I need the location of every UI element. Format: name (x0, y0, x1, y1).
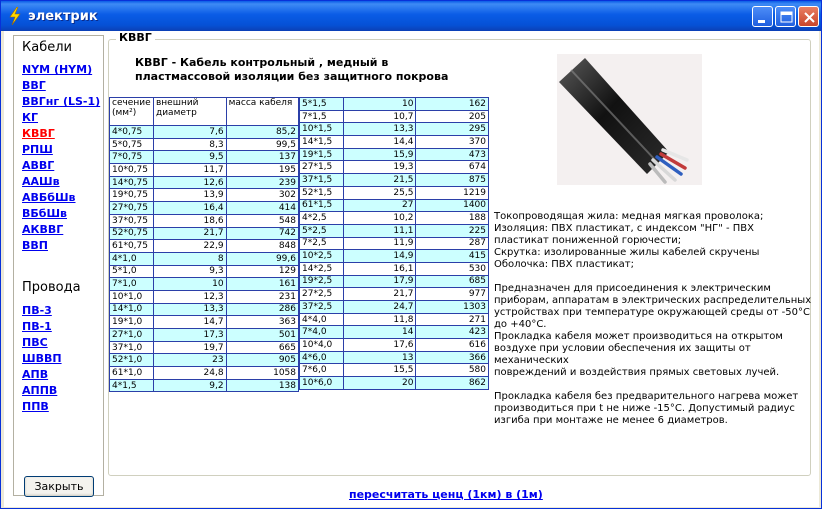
cell-section: 7*2,5 (300, 237, 344, 250)
cell-section: 19*2,5 (300, 275, 344, 288)
table-row (110, 379, 299, 392)
cell-section: 14*2,5 (300, 262, 344, 275)
table-row (300, 186, 489, 199)
table-row (110, 176, 299, 189)
nav-link-apv[interactable]: АПВ (22, 368, 49, 381)
nav-link-ppv[interactable]: ППВ (22, 400, 49, 413)
table-row (110, 138, 299, 151)
cell-mass: 1219 (416, 186, 489, 199)
nav-link-vvgng[interactable]: ВВГнг (LS-1) (22, 95, 101, 108)
table-row (300, 250, 489, 263)
table-row (300, 136, 489, 149)
table-row (300, 351, 489, 364)
maximize-button[interactable] (775, 6, 796, 27)
cell-section: 52*0,75 (110, 227, 154, 240)
nav-link-vvp[interactable]: ВВП (22, 239, 48, 252)
table-row (300, 377, 489, 390)
cell-mass: 1303 (416, 301, 489, 314)
cell-mass: 848 (226, 240, 298, 253)
cell-diameter: 14,7 (153, 316, 226, 329)
table-row (300, 313, 489, 326)
cell-diameter: 25,5 (343, 186, 416, 199)
cell-diameter: 7,6 (153, 126, 226, 139)
cell-mass: 85,2 (226, 126, 298, 139)
cell-diameter: 27 (343, 199, 416, 212)
cell-diameter: 23 (153, 354, 226, 367)
cell-diameter: 17,9 (343, 275, 416, 288)
cell-section: 7*4,0 (300, 326, 344, 339)
table-row (110, 290, 299, 303)
cell-diameter: 19,7 (153, 341, 226, 354)
lightning-icon (7, 7, 23, 25)
cell-diameter: 14 (343, 326, 416, 339)
cell-diameter: 21,7 (153, 227, 226, 240)
window-title: электрик (28, 9, 98, 24)
table-row (300, 364, 489, 377)
spec-table-right (299, 97, 489, 390)
title-bar[interactable] (1, 1, 821, 31)
table-row (300, 288, 489, 301)
table-row (300, 262, 489, 275)
nav-link-shvvp[interactable]: ШВВП (22, 352, 62, 365)
table-row (110, 252, 299, 265)
cell-mass: 137 (226, 151, 298, 164)
cell-mass: 271 (416, 313, 489, 326)
cell-mass: 286 (226, 303, 298, 316)
table-row (110, 189, 299, 202)
cell-diameter: 11,7 (153, 164, 226, 177)
table-row (300, 161, 489, 174)
cell-section: 37*1,0 (110, 341, 154, 354)
col-header-diameter: внешний диаметр (153, 98, 226, 126)
cell-diameter: 21,5 (343, 174, 416, 187)
cell-diameter: 13 (343, 351, 416, 364)
nav-link-aashv[interactable]: ААШв (22, 175, 60, 188)
cell-section: 27*0,75 (110, 202, 154, 215)
cell-diameter: 24,7 (343, 301, 416, 314)
cell-section: 4*0,75 (110, 126, 154, 139)
nav-link-kg[interactable]: КГ (22, 111, 39, 124)
cell-section: 4*4,0 (300, 313, 344, 326)
nav-link-appv[interactable]: АППВ (22, 384, 58, 397)
cell-diameter: 16,1 (343, 262, 416, 275)
cell-mass: 205 (416, 110, 489, 123)
cell-section: 61*1,5 (300, 199, 344, 212)
table-row (110, 240, 299, 253)
cell-diameter: 24,8 (153, 367, 226, 380)
table-row (110, 164, 299, 177)
cell-diameter: 10 (153, 278, 226, 291)
groupbox-label: КВВГ (116, 31, 155, 44)
cell-section: 19*1,5 (300, 148, 344, 161)
cell-section: 52*1,0 (110, 354, 154, 367)
nav-link-pvs[interactable]: ПВС (22, 336, 48, 349)
cell-diameter: 13,3 (343, 123, 416, 136)
cell-mass: 473 (416, 148, 489, 161)
cell-section: 10*4,0 (300, 339, 344, 352)
cell-mass: 363 (226, 316, 298, 329)
cell-diameter: 17,3 (153, 329, 226, 342)
cell-section: 10*2,5 (300, 250, 344, 263)
table-row (300, 174, 489, 187)
table-row (110, 265, 299, 278)
table-row (110, 151, 299, 164)
cell-section: 5*1,5 (300, 98, 344, 111)
cell-section: 7*1,0 (110, 278, 154, 291)
cell-diameter: 15,9 (343, 148, 416, 161)
cell-section: 4*1,5 (110, 379, 154, 392)
cell-section: 7*0,75 (110, 151, 154, 164)
cell-section: 7*1,5 (300, 110, 344, 123)
cell-mass: 129 (226, 265, 298, 278)
cell-section: 19*0,75 (110, 189, 154, 202)
cell-section: 61*1,0 (110, 367, 154, 380)
table-row (110, 202, 299, 215)
table-row (300, 275, 489, 288)
table-row (300, 123, 489, 136)
close-window-button[interactable] (798, 6, 819, 27)
cell-diameter: 19,3 (343, 161, 416, 174)
cell-mass: 239 (226, 176, 298, 189)
col-header-section: сечение (мм²) (110, 98, 154, 126)
table-row (110, 354, 299, 367)
cell-section: 14*0,75 (110, 176, 154, 189)
cell-mass: 295 (416, 123, 489, 136)
cell-mass: 875 (416, 174, 489, 187)
nav-link-pv1[interactable]: ПВ-1 (22, 320, 52, 333)
cell-section: 61*0,75 (110, 240, 154, 253)
cell-diameter: 12,6 (153, 176, 226, 189)
cell-mass: 370 (416, 136, 489, 149)
table-row (300, 110, 489, 123)
left-nav (13, 35, 104, 496)
table-row (110, 367, 299, 380)
cell-section: 5*1,0 (110, 265, 154, 278)
cell-mass: 674 (416, 161, 489, 174)
cell-mass: 548 (226, 214, 298, 227)
nav-link-avbbshv[interactable]: АВБбШв (22, 191, 76, 204)
cell-diameter: 17,6 (343, 339, 416, 352)
minimize-icon (753, 7, 774, 28)
cell-diameter: 8 (153, 252, 226, 265)
table-row (300, 148, 489, 161)
cell-section: 27*1,5 (300, 161, 344, 174)
cell-mass: 665 (226, 341, 298, 354)
table-row (300, 199, 489, 212)
cell-section: 4*2,5 (300, 212, 344, 225)
table-row (110, 329, 299, 342)
cell-mass: 905 (226, 354, 298, 367)
client-area (4, 31, 819, 507)
cables-heading: Кабели (22, 40, 72, 55)
table-row (300, 237, 489, 250)
cell-section: 37*1,5 (300, 174, 344, 187)
nav-link-vvg[interactable]: ВВГ (22, 79, 46, 92)
cell-diameter: 14,9 (343, 250, 416, 263)
cell-diameter: 9,2 (153, 379, 226, 392)
cell-mass: 580 (416, 364, 489, 377)
cell-diameter: 20 (343, 377, 416, 390)
recalc-price-link[interactable]: пересчитать ценц (1км) в (1м) (349, 488, 543, 501)
cell-mass: 414 (226, 202, 298, 215)
cell-mass: 366 (416, 351, 489, 364)
table-row (300, 98, 489, 111)
cell-mass: 423 (416, 326, 489, 339)
table-row (300, 212, 489, 225)
table-row (110, 214, 299, 227)
cell-mass: 530 (416, 262, 489, 275)
cell-diameter: 10,7 (343, 110, 416, 123)
close-button[interactable]: Закрыть (24, 476, 94, 497)
cell-diameter: 11,1 (343, 224, 416, 237)
cell-mass: 188 (416, 212, 489, 225)
cell-section: 10*0,75 (110, 164, 154, 177)
cell-mass: 862 (416, 377, 489, 390)
nav-link-avvg[interactable]: АВВГ (22, 159, 55, 172)
cell-mass: 1400 (416, 199, 489, 212)
nav-link-vbbshv[interactable]: ВБбШв (22, 207, 67, 220)
cell-diameter: 13,9 (153, 189, 226, 202)
table-row (300, 339, 489, 352)
cell-mass: 161 (226, 278, 298, 291)
cell-mass: 1058 (226, 367, 298, 380)
cable-heading: КВВГ - Кабель контрольный , медный в пластмассовой изоляции без защитного покрова (135, 56, 449, 83)
table-row (300, 224, 489, 237)
cell-mass: 225 (416, 224, 489, 237)
cell-diameter: 18,6 (153, 214, 226, 227)
table-row (110, 341, 299, 354)
cable-photo (557, 54, 702, 185)
nav-link-nym[interactable]: NYM (HYM) (22, 63, 93, 76)
table-row (110, 303, 299, 316)
cell-section: 14*1,5 (300, 136, 344, 149)
cell-section: 10*1,0 (110, 290, 154, 303)
cell-diameter: 11,8 (343, 313, 416, 326)
table-row (110, 126, 299, 139)
minimize-button[interactable] (752, 6, 773, 27)
cell-section: 10*6,0 (300, 377, 344, 390)
nav-link-akvvg[interactable]: АКВВГ (22, 223, 64, 236)
cell-section: 7*6,0 (300, 364, 344, 377)
nav-link-pv3[interactable]: ПВ-3 (22, 304, 52, 317)
cell-mass: 195 (226, 164, 298, 177)
table-row (110, 316, 299, 329)
cell-section: 10*1,5 (300, 123, 344, 136)
nav-link-rpsh[interactable]: РПШ (22, 143, 53, 156)
table-row (110, 278, 299, 291)
nav-link-kvvg[interactable]: КВВГ (22, 127, 55, 140)
table-row (300, 326, 489, 339)
cell-section: 4*1,0 (110, 252, 154, 265)
cell-mass: 685 (416, 275, 489, 288)
cell-diameter: 22,9 (153, 240, 226, 253)
cell-mass: 99,5 (226, 138, 298, 151)
table-row (300, 301, 489, 314)
cell-diameter: 9,3 (153, 265, 226, 278)
cell-section: 19*1,0 (110, 316, 154, 329)
cell-diameter: 11,9 (343, 237, 416, 250)
cell-diameter: 10,2 (343, 212, 416, 225)
cell-mass: 501 (226, 329, 298, 342)
cell-diameter: 15,5 (343, 364, 416, 377)
close-icon (799, 7, 820, 28)
cell-section: 5*2,5 (300, 224, 344, 237)
wires-heading: Провода (22, 280, 81, 295)
table-row (110, 227, 299, 240)
cell-diameter: 8,3 (153, 138, 226, 151)
cell-section: 27*2,5 (300, 288, 344, 301)
cell-section: 52*1,5 (300, 186, 344, 199)
cell-mass: 415 (416, 250, 489, 263)
cable-description: Токопроводящая жила: медная мягкая проволока; Изоляция: ПВХ пластикат, с индексом "НГ" - ПВХ пластикат пониженной горючести; Скрутка: изолированные жилы кабелей скручены Оболочка: ПВХ пластикат; Предназначен для присоединения к электрическим приборам, аппаратам в электрических распределительных устройствах при температуре окружающей среды от -50°С до +40°С. Прокладка кабеля может производиться на открытом воздухе при условии обеспечения их защиты от механических повреждений и воздействия прямых световых лучей. Прокладка кабеля без предварительного нагрева может производиться при t не ниже -15°С. Допустимый радиус изгиба при монтаже не менее 6 диаметров. (494, 211, 812, 426)
cell-diameter: 10 (343, 98, 416, 111)
cell-mass: 287 (416, 237, 489, 250)
col-header-mass: масса кабеля (226, 98, 298, 126)
cell-section: 27*1,0 (110, 329, 154, 342)
cell-section: 37*0,75 (110, 214, 154, 227)
cell-mass: 742 (226, 227, 298, 240)
cell-diameter: 16,4 (153, 202, 226, 215)
cell-mass: 231 (226, 290, 298, 303)
cell-section: 5*0,75 (110, 138, 154, 151)
cell-section: 37*2,5 (300, 301, 344, 314)
spec-table-left (109, 97, 299, 392)
cell-mass: 99,6 (226, 252, 298, 265)
cell-diameter: 12,3 (153, 290, 226, 303)
maximize-icon (776, 7, 797, 28)
cell-mass: 977 (416, 288, 489, 301)
cell-mass: 138 (226, 379, 298, 392)
cell-mass: 302 (226, 189, 298, 202)
cell-diameter: 21,7 (343, 288, 416, 301)
cell-mass: 616 (416, 339, 489, 352)
cell-section: 14*1,0 (110, 303, 154, 316)
cell-diameter: 9,5 (153, 151, 226, 164)
cell-mass: 162 (416, 98, 489, 111)
cell-section: 4*6,0 (300, 351, 344, 364)
cell-diameter: 13,3 (153, 303, 226, 316)
cell-diameter: 14,4 (343, 136, 416, 149)
